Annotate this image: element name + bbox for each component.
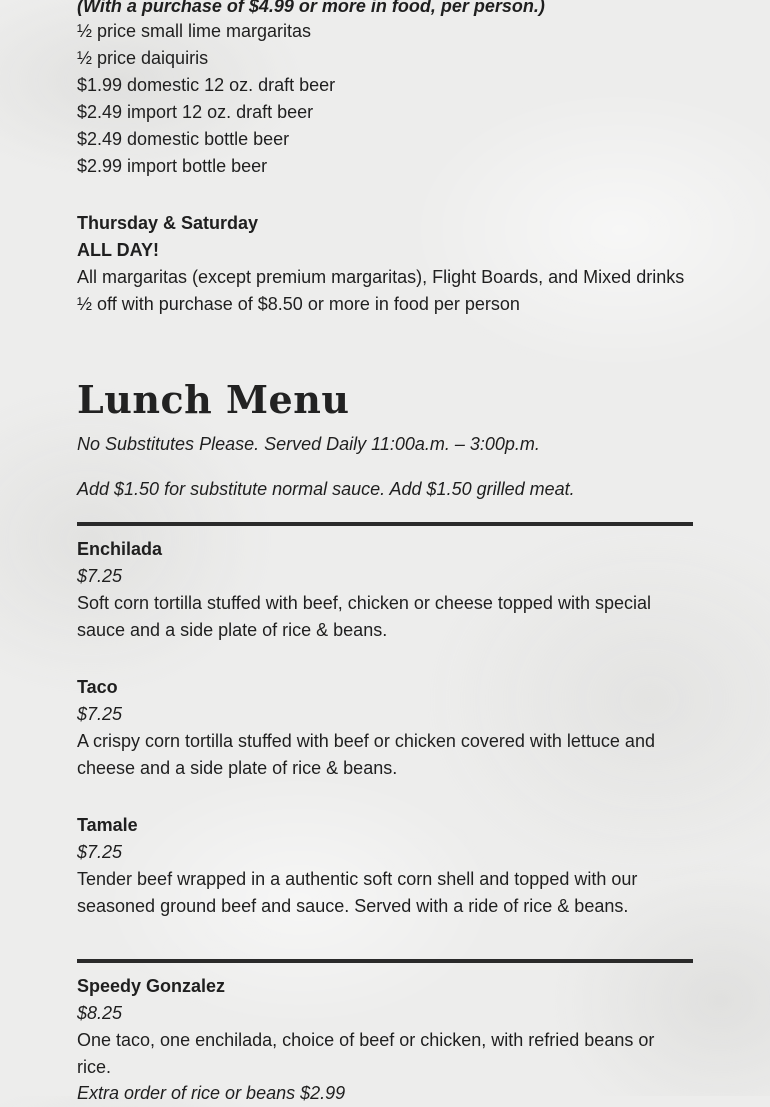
item-description: A crispy corn tortilla stuffed with beef or chicken covered with lettuce and [77, 731, 655, 751]
thursday-special-line: All margaritas (except premium margaritas), Flight Boards, and Mixed drinks [77, 267, 685, 287]
item-price: $7.25 [77, 842, 123, 862]
special-item: $1.99 domestic 12 oz. draft beer [77, 75, 336, 95]
item-price: $8.25 [77, 1003, 123, 1023]
lunch-substitute-note: Add $1.50 for substitute normal sauce. Add $1.50 grilled meat. [77, 479, 575, 499]
lunch-subtitle: No Substitutes Please. Served Daily 11:00a.m. – 3:00p.m. [77, 434, 540, 454]
lunch-menu-title: Lunch Menu [77, 377, 350, 422]
special-item: $2.49 domestic bottle beer [77, 129, 290, 149]
thursday-saturday-title: Thursday & Saturday [77, 213, 259, 233]
item-price: $7.25 [77, 704, 123, 724]
item-description: rice. [77, 1057, 112, 1077]
item-description: One taco, one enchilada, choice of beef or chicken, with refried beans or [77, 1030, 655, 1050]
item-description: cheese and a side plate of rice & beans. [77, 758, 398, 778]
item-name: Speedy Gonzalez [77, 976, 226, 996]
item-name: Enchilada [77, 539, 163, 559]
thursday-special-line: ½ off with purchase of $8.50 or more in food per person [77, 294, 520, 314]
special-item: $2.99 import bottle beer [77, 156, 268, 176]
special-item: ½ price small lime margaritas [77, 21, 312, 41]
section-divider [77, 522, 693, 526]
item-description: Soft corn tortilla stuffed with beef, chicken or cheese topped with special [77, 593, 651, 613]
section-divider [77, 959, 693, 963]
item-name: Tamale [77, 815, 138, 835]
item-name: Taco [77, 677, 118, 697]
special-item: ½ price daiquiris [77, 48, 209, 68]
item-extra-note: Extra order of rice or beans $2.99 [77, 1083, 346, 1103]
item-description: seasoned ground beef and sauce. Served with a ride of rice & beans. [77, 896, 629, 916]
happy-hour-note: (With a purchase of $4.99 or more in food, per person.) [77, 0, 545, 16]
item-description: sauce and a side plate of rice & beans. [77, 620, 388, 640]
all-day-label: ALL DAY! [77, 240, 160, 260]
item-price: $7.25 [77, 566, 123, 586]
special-item: $2.49 import 12 oz. draft beer [77, 102, 314, 122]
item-description: Tender beef wrapped in a authentic soft corn shell and topped with our [77, 869, 638, 889]
